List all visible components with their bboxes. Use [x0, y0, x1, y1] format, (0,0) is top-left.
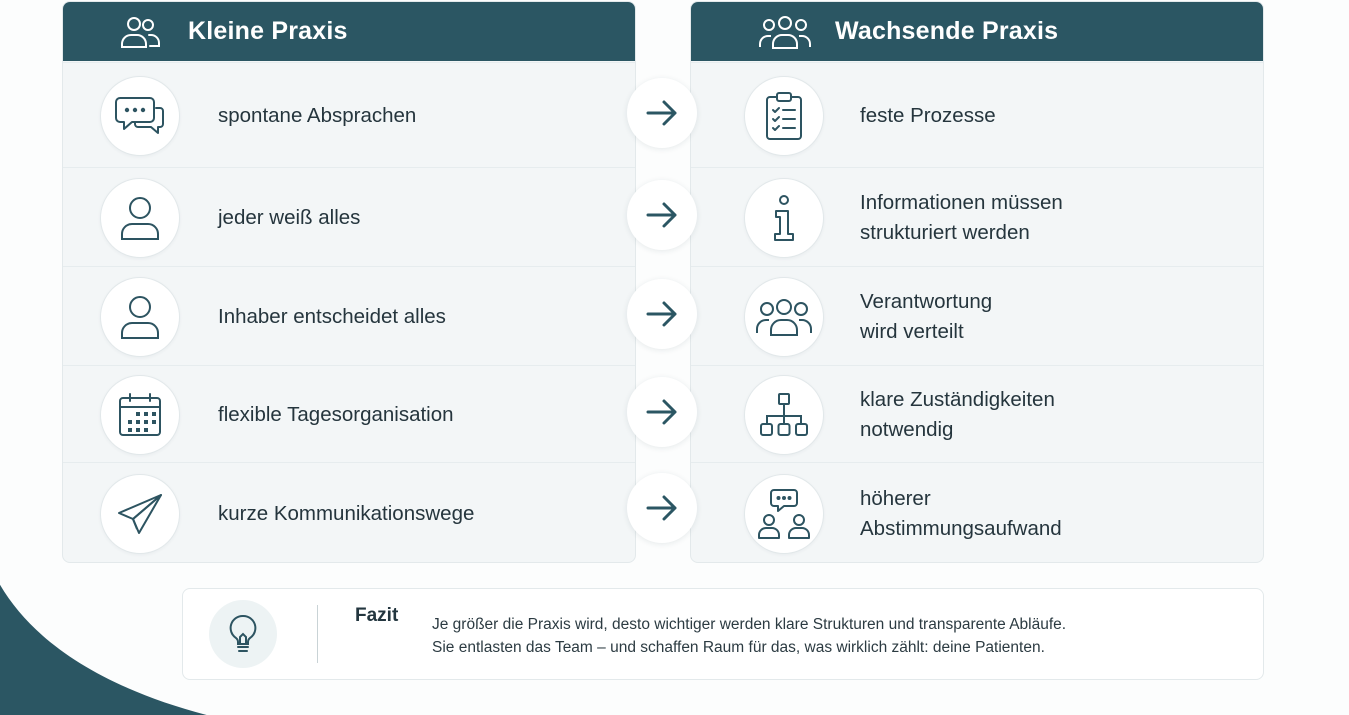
arrow-right-icon — [627, 180, 697, 250]
fazit-divider — [317, 605, 318, 663]
wachsende-praxis-header — [691, 2, 1263, 61]
list-item — [63, 462, 635, 563]
checklist-clipboard-icon — [744, 76, 824, 156]
people-chat-icon — [744, 474, 824, 554]
org-chart-icon — [744, 375, 824, 455]
arrow-right-icon — [627, 78, 697, 148]
fazit-text — [432, 613, 1066, 659]
row-text: höherer Abstimmungsaufwand — [860, 487, 1062, 540]
calendar-icon — [100, 375, 180, 455]
list-item — [63, 62, 635, 168]
arrow-right-icon — [627, 377, 697, 447]
kleine-praxis-title: Kleine Praxis — [188, 17, 348, 45]
kleine-praxis-column — [62, 1, 636, 563]
list-item — [691, 266, 1263, 366]
list-item — [691, 365, 1263, 463]
list-item — [63, 266, 635, 366]
wachsende-praxis-column — [690, 1, 1264, 563]
wachsende-praxis-title: Wachsende Praxis — [835, 17, 1059, 45]
info-icon — [744, 178, 824, 258]
arrow-right-icon — [627, 473, 697, 543]
row-text: klare Zuständigkeiten notwendig — [860, 387, 1055, 441]
list-item — [691, 462, 1263, 563]
row-text: spontane Absprachen — [218, 103, 417, 127]
row-text: jeder weiß alles — [218, 205, 361, 229]
row-text: Informationen müssen strukturiert werden — [860, 190, 1063, 244]
person-icon — [100, 178, 180, 258]
list-item — [63, 365, 635, 463]
person-icon — [100, 277, 180, 357]
fazit-title: Fazit — [355, 605, 399, 626]
people-pair-icon — [118, 12, 162, 52]
fazit-box — [182, 588, 1264, 680]
row-text: kurze Kommunikationswege — [218, 502, 475, 525]
people-group-icon — [744, 277, 824, 357]
lightbulb-icon — [209, 600, 277, 668]
fazit-line: Je größer die Praxis wird, desto wichtiger werden klare Strukturen und transparente Abläufe. — [432, 616, 1067, 633]
fazit-line: Sie entlasten das Team – und schaffen Raum für das, was wirklich zählt: deine Patienten. — [432, 639, 1045, 656]
paper-plane-icon — [100, 474, 180, 554]
row-text: Inhaber entscheidet alles — [218, 304, 446, 328]
kleine-praxis-header — [63, 2, 635, 61]
chat-bubbles-icon — [100, 76, 180, 156]
row-text: Verantwortung wird verteilt — [860, 289, 993, 343]
row-text: flexible Tagesorganisation — [218, 402, 454, 426]
arrow-right-icon — [627, 279, 697, 349]
row-text: feste Prozesse — [860, 103, 996, 127]
list-item — [691, 167, 1263, 267]
list-item — [691, 62, 1263, 168]
list-item — [63, 167, 635, 267]
people-group-icon — [757, 12, 813, 52]
